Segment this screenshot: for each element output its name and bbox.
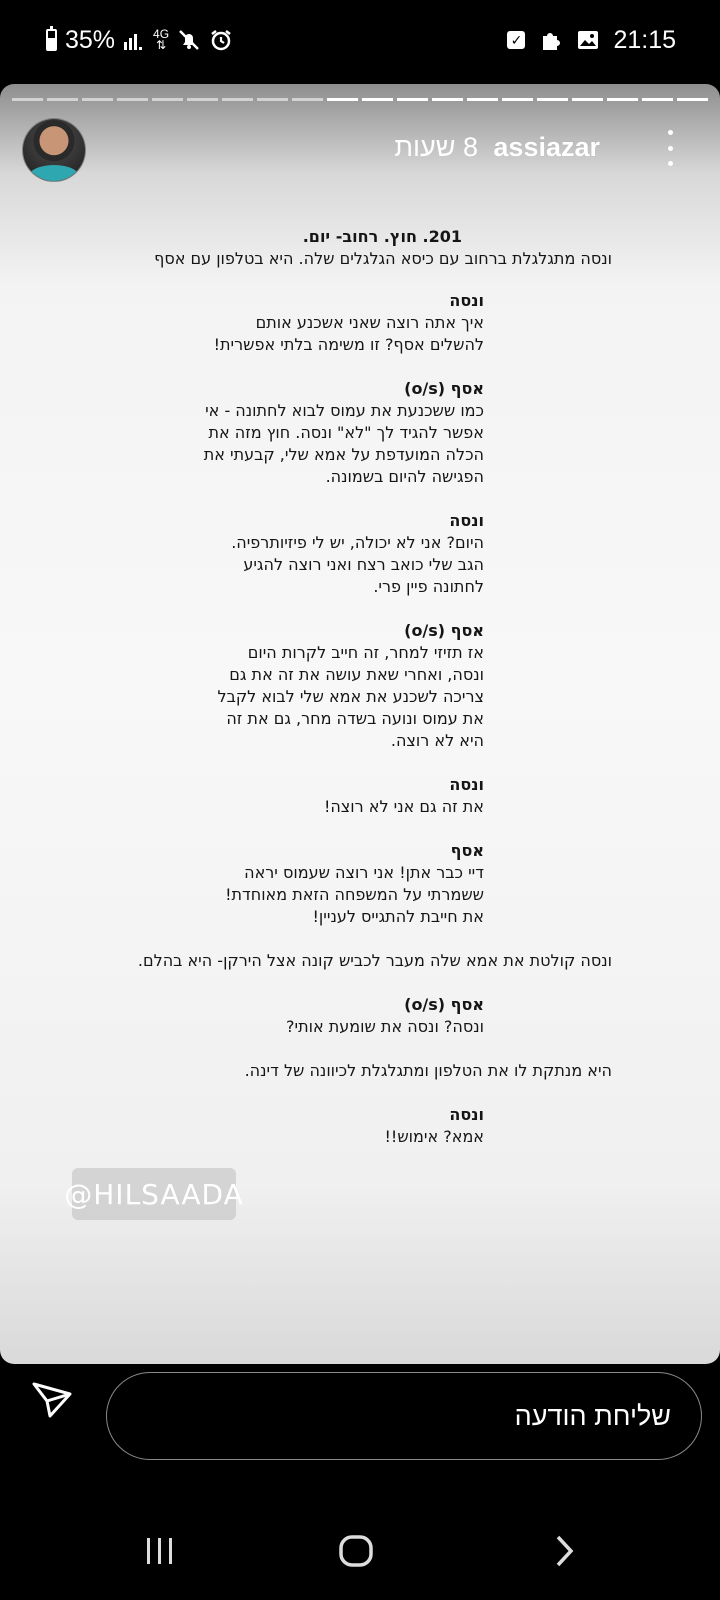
system-navigation-bar: [0, 1510, 720, 1600]
status-bar-left: [46, 24, 233, 56]
story-progress-segment: [467, 98, 498, 101]
dialogue-line: ונסה, ואחרי שאת עושה את זה את גם: [229, 665, 484, 684]
story-progress-segment: [222, 98, 253, 101]
dialogue-line: היום? אני לא יכולה, יש לי פיזיותרפיה.: [231, 533, 484, 552]
story-progress-segment: [327, 98, 358, 101]
paper-plane-icon[interactable]: [30, 1380, 74, 1420]
dialogue-line: לחתונה פיין פרי.: [373, 577, 484, 596]
dialogue-line: להשלים אסף? זו משימה בלתי אפשרית!: [213, 335, 484, 354]
character-name: אסף: [450, 841, 484, 860]
send-message-input[interactable]: [106, 1372, 702, 1460]
avatar[interactable]: [22, 118, 86, 182]
story-progress-segment: [362, 98, 393, 101]
image-notification-icon: [577, 30, 599, 50]
story-progress-segment: [607, 98, 638, 101]
story-progress-segment: [12, 98, 43, 101]
dialogue-line: צריכה לשכנע את אמא שלי לבוא לקבל: [217, 687, 484, 706]
dialogue-block: [84, 1104, 612, 1148]
dialogue-line: ששמרתי על המשפחה הזאת מאוחדת!: [225, 885, 484, 904]
dialogue-line: את עמוס ונועה בשדה מחר, גם את זה: [226, 709, 484, 728]
dialogue-line: דיי כבר אתן! אני רוצה שעמוס יראה: [244, 863, 484, 882]
character-name: אסף (o/s): [404, 995, 484, 1014]
dialogue-line: איך אתה רוצה שאני אשכנע אותם: [255, 313, 484, 332]
character-name: ונסה: [449, 291, 484, 310]
dialogue-block: [84, 840, 612, 928]
mute-icon: [177, 28, 201, 52]
network-4g-icon: 4G ⇅: [153, 27, 170, 52]
character-name: אסף (o/s): [404, 621, 484, 640]
dialogue-block: [84, 620, 612, 752]
dialogue-line: הפגישה להיום בשמונה.: [325, 467, 484, 486]
story-progress-segment: [537, 98, 568, 101]
story-progress-segment: [152, 98, 183, 101]
character-name: ונסה: [449, 1105, 484, 1124]
dialogue-line: אמא? אימוש!!: [384, 1127, 484, 1146]
watermark-tag: @HILSAADA: [72, 1168, 236, 1220]
story-progress-segment: [187, 98, 218, 101]
dialogue-line: הגב שלי כואב רצח ואני רוצה להגיע: [243, 555, 484, 574]
scene-action: היא מנתקת לו את הטלפון ומתגלגלת לכיוונה של דינה.: [244, 1061, 612, 1080]
back-icon[interactable]: [534, 1526, 594, 1576]
story-progress-segment: [502, 98, 533, 101]
battery-icon: [46, 29, 57, 51]
more-options-icon[interactable]: [666, 130, 674, 166]
story-progress-segment: [432, 98, 463, 101]
dialogue-line: ונסה? ונסה את שומעת אותי?: [286, 1017, 484, 1036]
checkbox-notification-icon: ✓: [507, 31, 525, 49]
signal-icon: [123, 30, 145, 50]
dialogue-line: אפשר להגיד לך "לא" ונסה. חוץ מזה את: [208, 423, 484, 442]
story-progress-segment: [677, 98, 708, 101]
story-username[interactable]: assiazar: [493, 132, 600, 162]
story-progress-segment: [117, 98, 148, 101]
home-icon[interactable]: [326, 1526, 386, 1576]
story-progress-bar: [12, 98, 708, 101]
dialogue-line: היא לא רוצה.: [390, 731, 484, 750]
story-viewer[interactable]: [0, 84, 720, 1364]
screenplay-page: [84, 226, 612, 1170]
dialogue-line: אז תזיזי למחר, זה חייב לקרות היום: [247, 643, 484, 662]
dialogue-line: הכלה המועדפת על אמא שלי, קבעתי את: [203, 445, 484, 464]
story-progress-segment: [572, 98, 603, 101]
status-bar: [0, 0, 720, 80]
dialogue-block: [84, 290, 612, 356]
dialogue-block: [84, 510, 612, 598]
dialogue-line: כמו ששכנעת את עמוס לבוא לחתונה - אי: [205, 401, 484, 420]
dialogue-block: [84, 774, 612, 818]
scene-heading: 201. חוץ. רחוב- יום.: [302, 227, 462, 246]
dialogue-line: את זה גם אני לא רוצה!: [323, 797, 484, 816]
scene-action: ונסה מתגלגלת ברחוב עם כיסא הגלגלים שלה. היא בטלפון עם אסף: [154, 249, 612, 268]
puzzle-notification-icon: [539, 28, 563, 52]
clock: 21:15: [613, 25, 676, 54]
story-progress-segment: [292, 98, 323, 101]
alarm-icon: [209, 28, 233, 52]
character-name: אסף (o/s): [404, 379, 484, 398]
story-progress-segment: [257, 98, 288, 101]
character-name: ונסה: [449, 511, 484, 530]
status-bar-right: [507, 24, 676, 56]
story-progress-segment: [642, 98, 673, 101]
character-name: ונסה: [449, 775, 484, 794]
story-time-ago: 8 שעות: [394, 132, 478, 162]
story-progress-segment: [47, 98, 78, 101]
dialogue-line: את חייבת להתגייס לעניין!: [312, 907, 484, 926]
battery-percentage: 35%: [65, 25, 116, 54]
scene-action: ונסה קולטת את אמא שלה מעבר לכביש קונה אצל הירקן- היא בהלם.: [137, 951, 612, 970]
story-progress-segment: [82, 98, 113, 101]
story-progress-segment: [397, 98, 428, 101]
dialogue-block: [84, 378, 612, 488]
dialogue-block: [84, 994, 612, 1038]
recent-apps-icon[interactable]: [130, 1526, 190, 1576]
